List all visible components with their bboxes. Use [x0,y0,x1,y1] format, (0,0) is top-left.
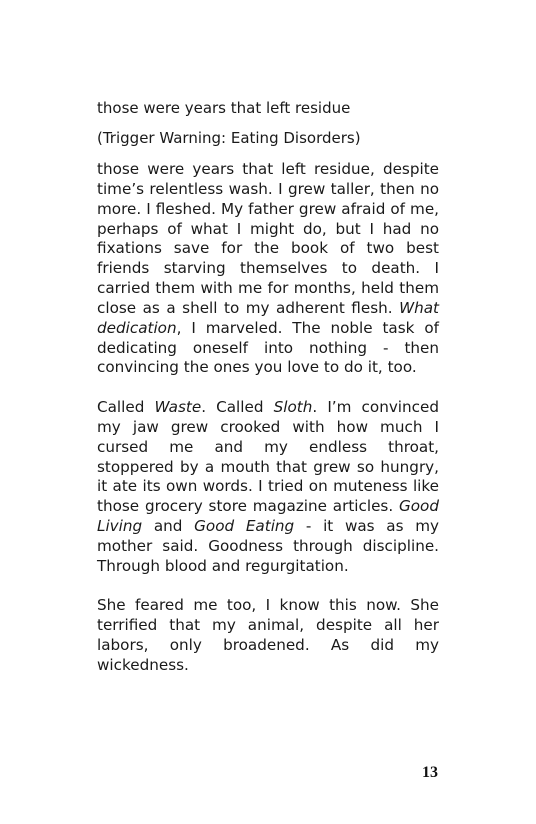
text-run: . I’m convinced my jaw grew crooked with how much I cursed me and my endless throat, stoppered by a mouth that grew so hungry, it ate its own words. I tried on muteness like those grocery store magazine articles. [97,398,439,516]
paragraph-2 [97,398,439,577]
text-run: - it was as my mother said. Goodness through discipline. Through blood and regurgitation. [97,517,439,575]
italic-phrase: Waste [154,398,202,416]
italic-phrase: What dedication [97,298,439,337]
text-run: . Called [201,398,274,416]
text-run: and [142,517,195,536]
text-run: She feared me too, I know this now. She terrified that my animal, despite all her labors, only broadened. As did my wickedness. [97,596,439,674]
italic-phrase: Sloth [273,398,313,416]
paragraph-1 [97,160,439,378]
poem-title: those were years that left residue [97,99,351,117]
paragraph-3 [97,596,439,675]
text-run: those were years that left residue, despite time’s relentless wash. I grew taller, then no more. I fleshed. My father grew afraid of me, perhaps of what I might do, but I had no fixations save for the book of two best friends starving themselves to death. I carried them with me for months, held them close as a shell to my adherent flesh. [97,160,439,317]
page-number: 13 [422,764,438,781]
italic-phrase: Good Eating [194,517,295,536]
text-run: , I marveled. The noble task of dedicating oneself into nothing - then convincing the ones you love to do it, too. [97,318,439,377]
text-run: Called [97,398,155,416]
italic-phrase: Good Living [97,497,439,536]
trigger-warning: (Trigger Warning: Eating Disorders) [97,129,361,147]
